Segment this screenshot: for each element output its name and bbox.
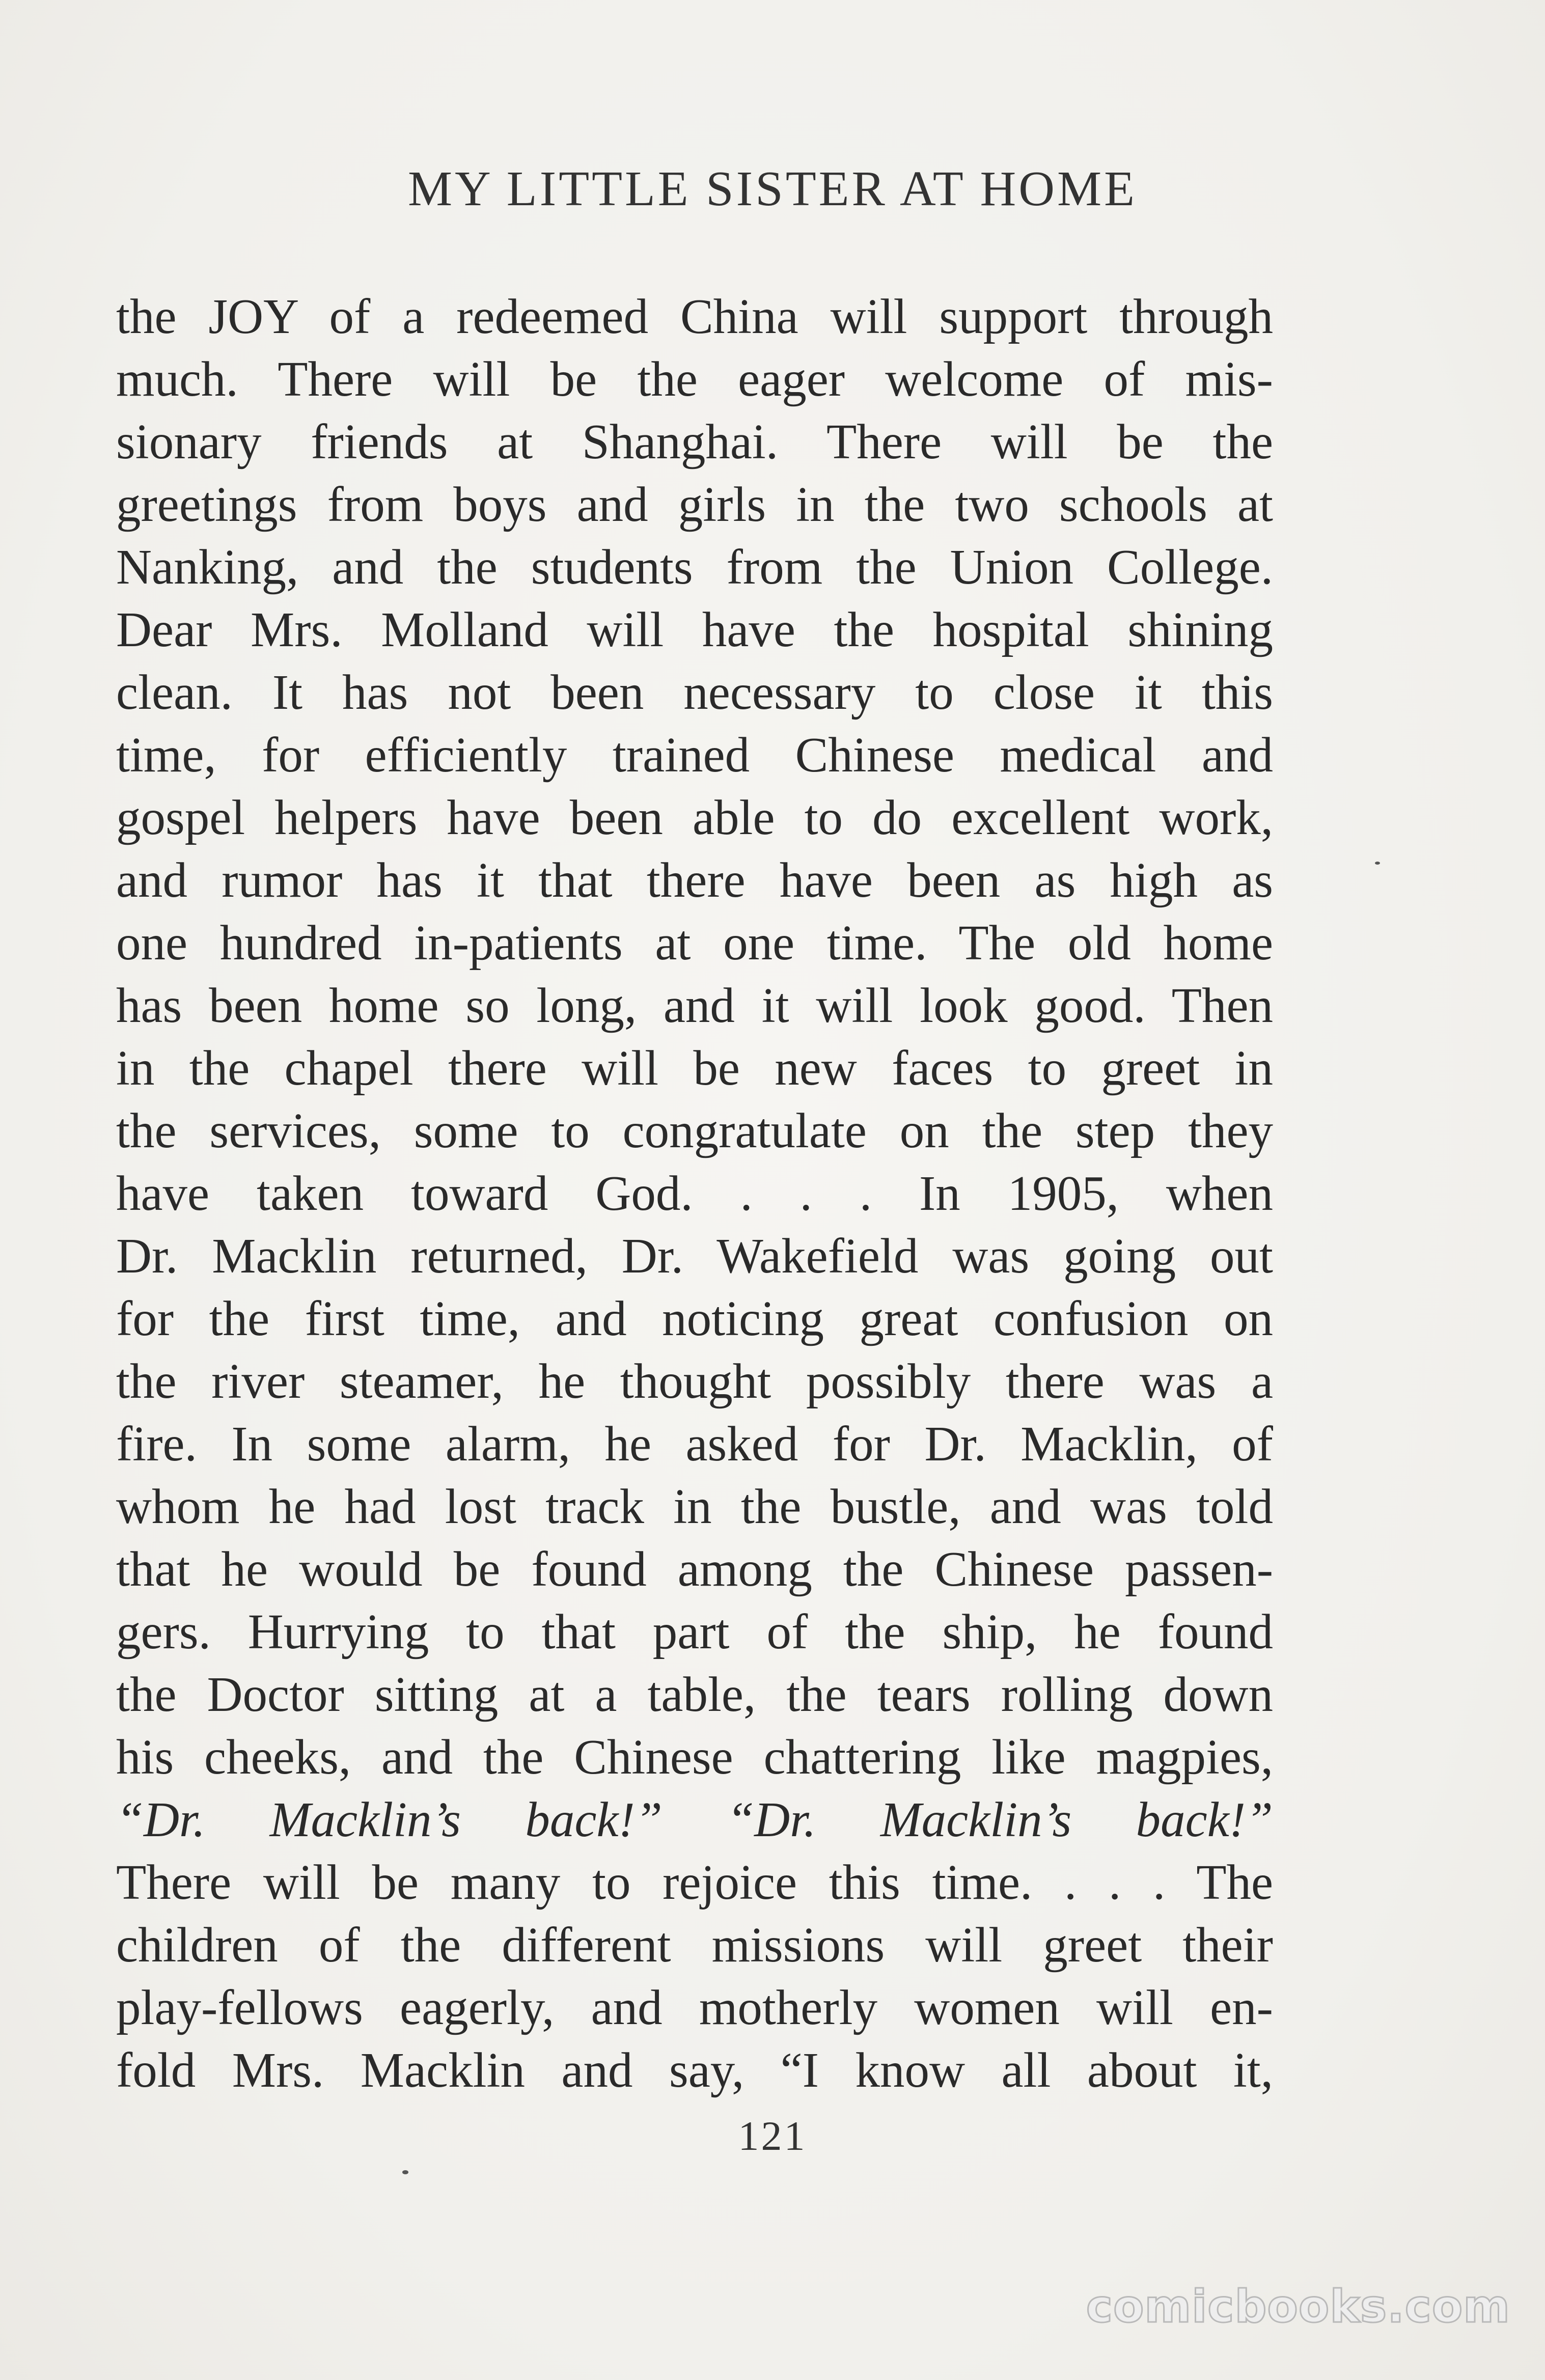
text-line: Nanking, and the students from the Union College. (116, 540, 1273, 594)
text-line: much. There will be the eager welcome of mis- (116, 352, 1273, 406)
text-line-italic-quote: “Dr. Macklin’s back!” “Dr. Macklin’s back!” (116, 1792, 1273, 1847)
site-watermark: comicbooks.com (1086, 2280, 1510, 2333)
text-line: and rumor has it that there have been as high as (116, 853, 1273, 907)
text-line: gers. Hurrying to that part of the ship, he found (116, 1604, 1273, 1659)
text-line: whom he had lost track in the bustle, and was told (116, 1479, 1273, 1534)
text-line: has been home so long, and it will look good. Then (116, 978, 1273, 1033)
text-line: the Doctor sitting at a table, the tears rolling down (116, 1667, 1273, 1722)
text-line: Dr. Macklin returned, Dr. Wakefield was going out (116, 1229, 1273, 1283)
page-number: 121 (738, 2113, 807, 2159)
paper-speck (402, 2170, 408, 2174)
text-line: for the first time, and noticing great confusion on (116, 1291, 1273, 1346)
body-text (116, 285, 1273, 2101)
text-line: children of the different missions will greet their (116, 1918, 1273, 1972)
text-line: gospel helpers have been able to do excellent work, (116, 790, 1273, 845)
running-head: MY LITTLE SISTER AT HOME (407, 161, 1138, 216)
text-line: have taken toward God. . . . In 1905, when (116, 1166, 1273, 1221)
text-line: one hundred in-patients at one time. The old home (116, 916, 1273, 970)
text-line: greetings from boys and girls in the two schools at (116, 477, 1273, 532)
text-line: fold Mrs. Macklin and say, “I know all about it, (116, 2043, 1273, 2097)
text-line: in the chapel there will be new faces to greet in (116, 1041, 1273, 1095)
text-line: the services, some to congratulate on the step they (116, 1103, 1273, 1158)
text-line: clean. It has not been necessary to close it this (116, 665, 1273, 719)
text-line: that he would be found among the Chinese passen- (116, 1542, 1273, 1596)
text-line: the river steamer, he thought possibly there was a (116, 1354, 1273, 1408)
text-line: time, for efficiently trained Chinese medical and (116, 728, 1273, 782)
text-line: Dear Mrs. Molland will have the hospital shining (116, 602, 1273, 657)
text-line: play-fellows eagerly, and motherly women will en- (116, 1980, 1273, 2035)
text-line: the JOY of a redeemed China will support through (116, 289, 1273, 344)
text-line: fire. In some alarm, he asked for Dr. Macklin, of (116, 1417, 1273, 1471)
text-line: his cheeks, and the Chinese chattering like magpies, (116, 1730, 1273, 1784)
paper-speck (1375, 862, 1380, 865)
text-line: sionary friends at Shanghai. There will be the (116, 414, 1273, 469)
text-line: There will be many to rejoice this time. . . . The (116, 1855, 1273, 1909)
